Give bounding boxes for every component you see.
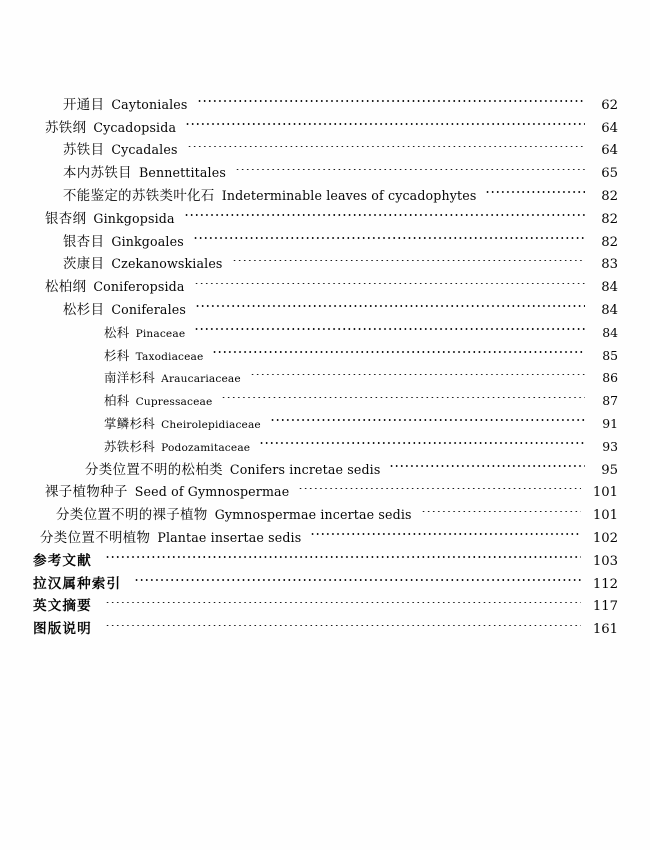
toc-entry-title-latin: Cupressaceae [135,396,213,409]
toc-entry-page-number: 103 [592,553,618,569]
toc-entry-title-cn: 茨康目 [63,257,105,273]
toc-entry-title-cn: 图版说明 [33,621,92,638]
dot-leader [194,268,585,291]
toc-entry-label [33,550,92,573]
dot-leader [389,451,585,474]
toc-entry-title-cn: 柏科 [104,393,130,409]
toc-entry[interactable] [0,610,650,638]
toc-entry-label [45,117,176,141]
toc-entry-title-cn: 裸子植物种子 [45,485,128,501]
dot-leader [221,382,585,405]
toc-entry-title-cn: 参考文献 [33,552,92,569]
dot-leader [105,610,581,633]
toc-entry-title-cn: 苏铁目 [63,143,105,159]
toc-entry-title-cn: 松杉目 [63,302,105,318]
dot-leader [235,154,585,177]
toc-entry-page-number: 161 [592,622,618,638]
dot-leader [134,565,581,588]
toc-entry-label [33,595,92,618]
toc-entry-page-number: 117 [592,599,618,615]
toc-entry-title-latin: Gymnospermae incertae sedis [214,507,412,523]
toc-entry-title-latin: Coniferopsida [93,279,185,295]
toc-entry-label [45,208,175,232]
toc-entry-title-latin: Cycadopsida [93,119,177,135]
toc-entry-page-number: 101 [592,485,618,501]
dot-leader [250,360,585,383]
toc-entry-page-number: 82 [601,234,618,250]
toc-entry-title-latin: Conifers incretae sedis [229,461,381,477]
toc-entry-title-latin: Taxodiaceae [135,350,204,363]
toc-entry-title-latin: Seed of Gymnospermae [134,484,290,500]
toc-entry-title-latin: Cycadales [111,142,178,158]
toc-entry-title-cn: 银杏目 [63,234,105,250]
toc-entry-page-number: 84 [601,280,618,296]
toc-entry-label [104,367,241,391]
toc-entry[interactable] [0,451,650,478]
dot-leader [105,542,581,565]
toc-entry-title-latin: Podozamitaceae [161,441,251,454]
toc-entry-title-cn: 苏铁杉科 [104,438,156,454]
dot-leader [195,291,585,314]
toc-entry-page-number: 64 [601,143,618,159]
dot-leader [184,200,585,223]
toc-entry-title-cn: 杉科 [104,347,130,363]
toc-entry-page-number: 62 [601,97,618,113]
dot-leader [185,109,585,132]
toc-entry-list [0,86,650,638]
toc-entry-title-cn: 南洋杉科 [104,370,156,386]
toc-entry-title-latin: Czekanowskiales [111,256,223,272]
toc-entry-label [104,436,250,460]
toc-entry-page-number: 86 [602,370,618,386]
toc-entry-page-number: 93 [602,438,618,454]
toc-entry-page-number: 64 [601,120,618,136]
toc-entry[interactable] [0,86,650,113]
toc-entry-title-latin: Cheirolepidiaceae [161,418,261,431]
toc-entry-page-number: 91 [602,415,618,431]
dot-leader [197,86,585,109]
toc-entry-title-latin: Araucariaceae [161,373,241,386]
dot-leader [105,588,581,611]
toc-entry-title-latin: Ginkgopsida [93,210,175,226]
dot-leader [193,223,585,246]
toc-entry-label [104,413,261,437]
toc-entry[interactable] [0,428,650,454]
toc-entry-title-latin: Bennettitales [138,165,226,181]
dot-leader [194,314,585,337]
toc-entry-page-number: 65 [601,166,618,182]
toc-entry-title-cn: 分类位置不明植物 [40,530,151,546]
toc-entry-page-number: 84 [601,302,618,318]
toc-entry-title-latin: Coniferales [111,301,186,317]
toc-entry-label [63,139,178,163]
toc-entry-title-latin: Plantae insertae sedis [157,529,302,545]
toc-entry[interactable] [0,337,650,363]
toc-entry-page-number: 101 [592,508,618,524]
toc-entry-label [33,618,92,641]
toc-entry-title-cn: 分类位置不明的裸子植物 [56,508,208,524]
toc-entry-label [45,481,289,505]
toc-entry-label [45,276,185,300]
toc-entry-label [104,322,185,346]
toc-entry-page-number: 102 [592,530,618,546]
dot-leader [485,177,585,200]
toc-entry-title-cn: 掌鳞杉科 [104,415,156,431]
toc-entry-page-number: 83 [601,257,618,273]
toc-entry-title-latin: Caytoniales [111,96,188,112]
toc-entry-page-number: 82 [601,188,618,204]
toc-entry-title-cn: 银杏纲 [45,211,87,227]
toc-entry-title-cn: 不能鉴定的苏铁类叶化石 [63,188,215,204]
toc-entry-title-cn: 开通目 [63,97,105,113]
toc-entry-title-latin: Pinaceae [135,327,186,340]
toc-entry-label [63,299,186,323]
toc-entry[interactable] [0,405,650,431]
toc-entry-title-cn: 拉汉属种索引 [33,575,122,592]
toc-entry[interactable] [0,382,650,409]
toc-entry-title-cn: 苏铁纲 [45,120,87,136]
toc-entry[interactable] [0,565,650,592]
toc-entry-title-cn: 英文摘要 [33,598,92,615]
toc-entry-page-number: 95 [601,462,618,478]
dot-leader [298,474,581,497]
dot-leader [187,132,585,155]
toc-entry-page-number: 87 [602,393,618,409]
toc-entry-title-cn: 本内苏铁目 [63,166,132,182]
dot-leader [232,246,585,269]
toc-entry-title-latin: Indeterminable leaves of cycadophytes [221,187,477,203]
toc-entry-page-number: 84 [602,324,618,340]
toc-entry-page-number: 112 [592,576,618,592]
toc-entry-label [63,94,188,118]
dot-leader [270,405,585,428]
dot-leader [259,428,585,451]
toc-entry-label [63,162,226,186]
toc-entry-label [104,390,212,414]
toc-entry[interactable] [0,360,650,386]
toc-entry-title-latin: Ginkgoales [111,233,184,249]
dot-leader [212,337,585,360]
toc-entry-title-cn: 松柏纲 [45,280,87,296]
toc-entry-title-cn: 松科 [104,324,130,340]
toc-entry-page-number: 82 [601,211,618,227]
toc-entry-title-cn: 分类位置不明的松柏类 [85,462,223,478]
toc-entry-page-number: 85 [602,347,618,363]
toc-entry-label [104,345,203,369]
dot-leader [421,496,581,519]
toc-entry-label [63,231,184,255]
dot-leader [310,519,581,542]
